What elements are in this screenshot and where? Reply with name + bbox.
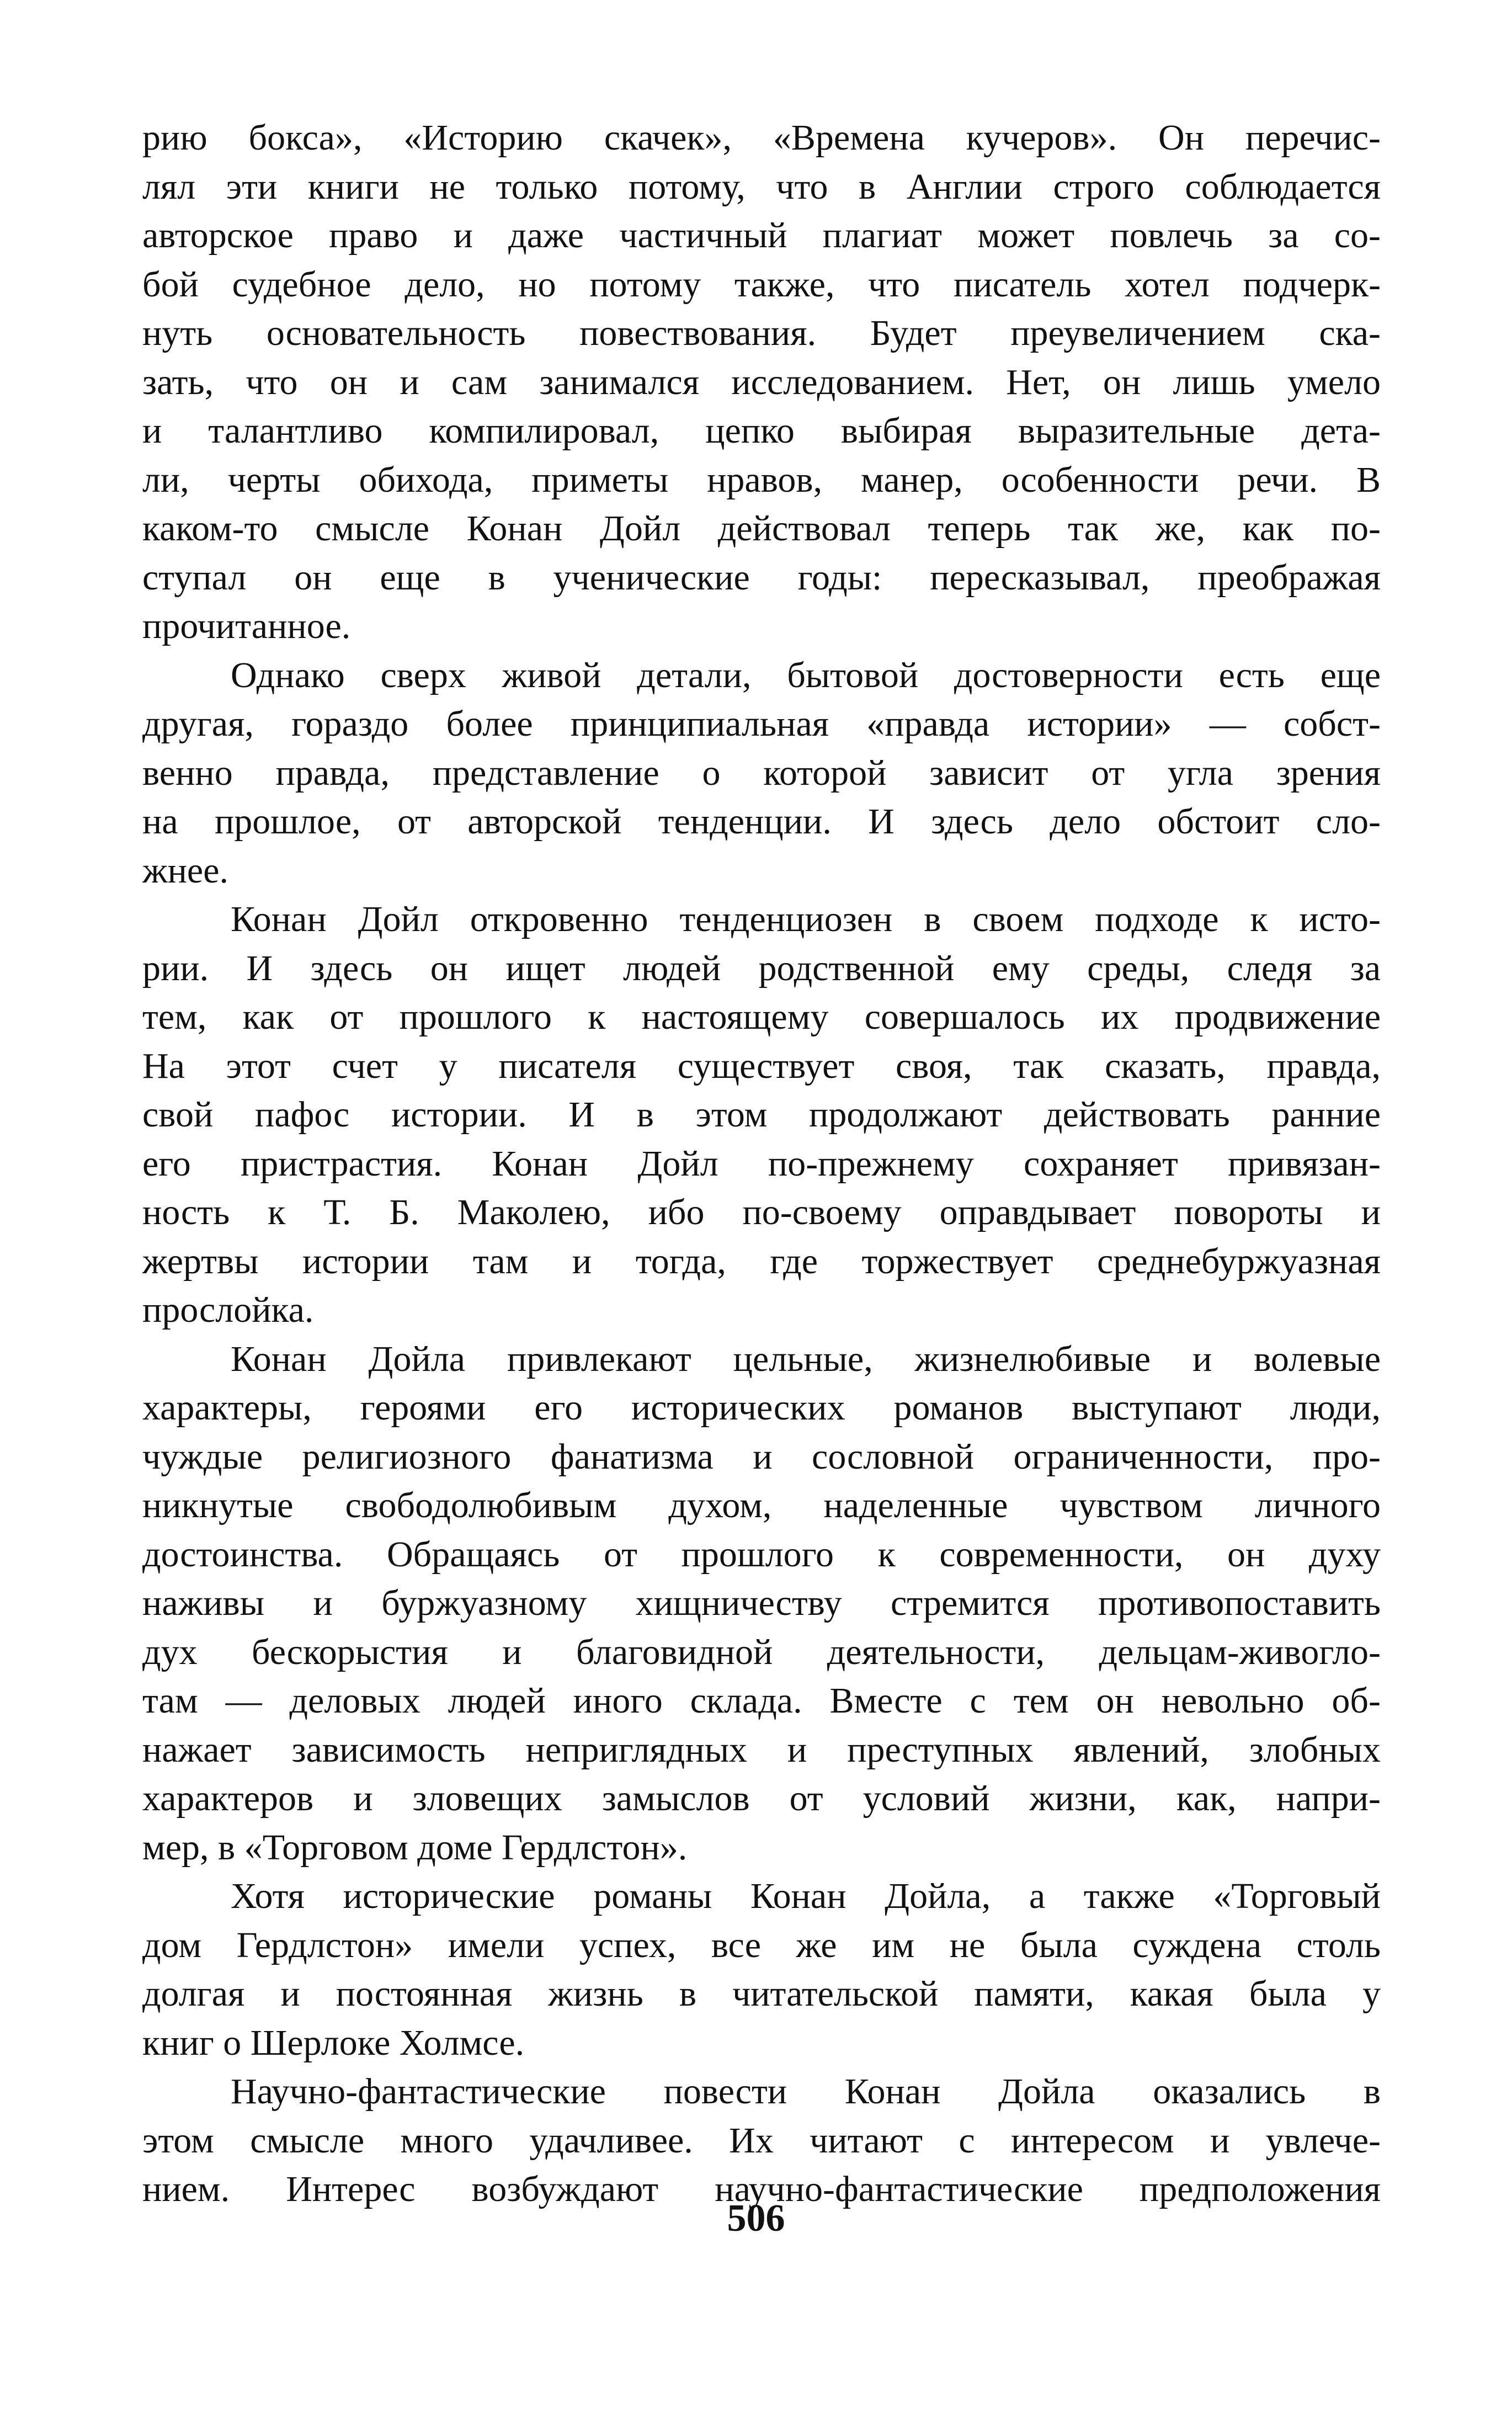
paragraph-6 (142, 2067, 1381, 2214)
text-line: авторское право и даже частичный плагиат может повлечь за со- (142, 215, 1381, 256)
text-line: свой пафос истории. И в этом продолжают действовать ранние (142, 1094, 1381, 1135)
text-line: Научно-фантастические повести Конан Дойла оказались в (231, 2071, 1381, 2112)
text-line: характеры, героями его исторических романов выступают люди, (142, 1387, 1381, 1428)
text-line: книг о Шерлоке Холмсе. (142, 2022, 525, 2063)
text-line: дух бескорыстия и благовидной деятельности, дельцам-живогло- (142, 1631, 1381, 1672)
page-body (142, 114, 1381, 2214)
text-line: ность к Т. Б. Маколею, ибо по-своему оправдывает повороты и (142, 1192, 1381, 1232)
text-line: дом Гердлстон» имели успех, все же им не была суждена столь (142, 1924, 1381, 1965)
text-line: этом смысле много удачливее. Их читают с интересом и увлече- (142, 2120, 1381, 2161)
paragraph-5 (142, 1872, 1381, 2067)
text-line: ли, черты обихода, приметы нравов, манер, особенности речи. В (142, 459, 1381, 500)
text-line: нуть основательность повествования. Будет преувеличением ска- (142, 313, 1381, 353)
paragraph-2 (142, 651, 1381, 896)
text-line: и талантливо компилировал, цепко выбирая выразительные дета- (142, 411, 1381, 451)
text-line: Хотя исторические романы Конан Дойла, а также «Торговый (231, 1876, 1381, 1916)
text-line: прослойка. (142, 1290, 314, 1330)
text-line: нажает зависимость неприглядных и преступных явлений, злобных (142, 1729, 1381, 1770)
text-line: на прошлое, от авторской тенденции. И здесь дело обстоит сло- (142, 801, 1381, 842)
text-line: лял эти книги не только потому, что в Англии строго соблюдается (142, 166, 1381, 207)
text-line: долгая и постоянная жизнь в читательской памяти, какая была у (142, 1974, 1381, 2014)
text-line: каком-то смысле Конан Дойл действовал теперь так же, как по- (142, 508, 1381, 549)
text-line: рию бокса», «Историю скачек», «Времена кучеров». Он перечис- (142, 118, 1381, 158)
text-line: Однако сверх живой детали, бытовой достоверности есть еще (231, 655, 1381, 695)
text-line: мер, в «Торговом доме Гердлстон». (142, 1827, 688, 1868)
text-line: жертвы истории там и тогда, где торжествует среднебуржуазная (142, 1241, 1381, 1282)
text-line: другая, гораздо более принципиальная «правда истории» — собст- (142, 704, 1381, 744)
text-line: жнее. (142, 850, 229, 891)
text-line: нием. Интерес возбуждают научно-фантастические предположения (142, 2169, 1381, 2209)
text-line: достоинства. Обращаясь от прошлого к современности, он духу (142, 1534, 1381, 1575)
text-line: Конан Дойла привлекают цельные, жизнелюбивые и волевые (231, 1338, 1381, 1379)
text-line: На этот счет у писателя существует своя, так сказать, правда, (142, 1045, 1381, 1086)
text-line: прочитанное. (142, 606, 351, 646)
text-line: венно правда, представление о которой зависит от угла зрения (142, 752, 1381, 793)
text-line: никнутые свободолюбивым духом, наделенные чувством личного (142, 1485, 1381, 1525)
paragraph-1 (142, 114, 1381, 651)
text-line: наживы и буржуазному хищничеству стремится противопоставить (142, 1583, 1381, 1623)
text-line: его пристрастия. Конан Дойл по-прежнему сохраняет привязан- (142, 1143, 1381, 1184)
text-line: тем, как от прошлого к настоящему совершалось их продвижение (142, 997, 1381, 1037)
paragraph-3 (142, 895, 1381, 1335)
text-line: характеров и зловещих замыслов от условий жизни, как, напри- (142, 1778, 1381, 1819)
paragraph-4 (142, 1335, 1381, 1873)
page-number: 506 (727, 2197, 785, 2240)
text-line: Конан Дойл откровенно тенденциозен в своем подходе к исто- (231, 899, 1381, 939)
text-line: бой судебное дело, но потому также, что писатель хотел подчерк- (142, 264, 1381, 305)
text-line: рии. И здесь он ищет людей родственной ему среды, следя за (142, 948, 1381, 988)
text-line: зать, что он и сам занимался исследованием. Нет, он лишь умело (142, 361, 1381, 402)
text-line: там — деловых людей иного склада. Вместе с тем он невольно об- (142, 1681, 1381, 1721)
text-line: чуждые религиозного фанатизма и сословной ограниченности, про- (142, 1436, 1381, 1477)
text-line: ступал он еще в ученические годы: пересказывал, преображая (142, 557, 1381, 598)
